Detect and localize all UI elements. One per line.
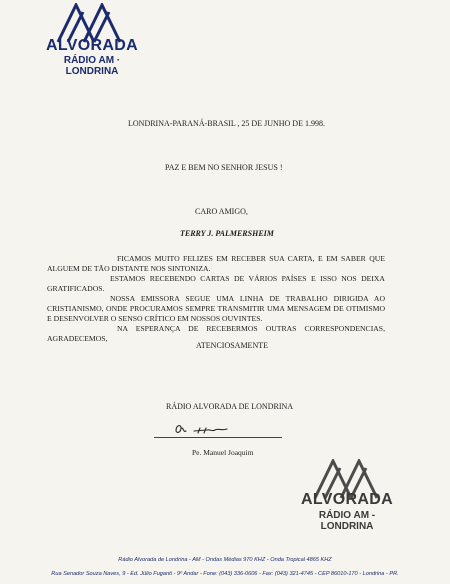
body-paragraph: ESTAMOS RECEBENDO CARTAS DE VÁRIOS PAÍSES E ISSO NOS DEIXA GRATIFICADOS.	[47, 274, 385, 293]
body-paragraph: NA ESPERANÇA DE RECEBERMOS OUTRAS CORRESPONDENCIAS, AGRADECEMOS,	[47, 324, 385, 343]
letterhead-name: ALVORADA	[46, 37, 138, 54]
recipient-name: TERRY J. PALMERSHEIM	[180, 229, 274, 238]
stamp-name: ALVORADA	[301, 491, 393, 508]
body-paragraph: NOSSA EMISSORA SEGUE UMA LINHA DE TRABALHO DIRIGIDA AO CRISTIANISMO, ONDE PROCURAMOS SEMPRE TRANSMITIR UMA MENSAGEM DE OTIMISMO E DESENVOLVER O SENSO CRÍTICO EM NOSSOS OUVINTES.	[47, 294, 385, 323]
footer-station-info: Rádio Alvorada de Londrina - AM - Ondas Médias 970 KHZ - Onda Tropical 4865 KHZ	[118, 557, 332, 563]
letter-body	[47, 254, 385, 344]
signer-name: Pe. Manuel Joaquim	[192, 448, 254, 457]
date-line: LONDRINA-PARANÁ-BRASIL , 25 DE JUNHO DE 1.998.	[128, 119, 325, 128]
footer-address: Rua Senador Souza Naves, 9 - Ed. Júlio Fuganti - 9º Andar - Fone: (043) 336-0606 - Fax: (043) 321-4745 - CEP 86010-170 - Londrina - PR.	[51, 571, 399, 577]
signature-line	[154, 437, 282, 438]
body-paragraph: FICAMOS MUITO FELIZES EM RECEBER SUA CARTA, E EM SABER QUE ALGUEM DE TÃO DISTANTE NOS SINTONIZA.	[47, 254, 385, 273]
letterhead-subtitle: RÁDIO AM · LONDRINA	[63, 55, 121, 77]
salutation: CARO AMIGO,	[195, 207, 248, 216]
station-name: RÁDIO ALVORADA DE LONDRINA	[166, 402, 294, 411]
stamp-subtitle: RÁDIO AM - LONDRINA	[318, 510, 376, 532]
signature-icon	[172, 419, 230, 439]
closing: ATENCIOSAMENTE	[196, 341, 268, 350]
greeting: PAZ E BEM NO SENHOR JESUS !	[165, 163, 283, 172]
